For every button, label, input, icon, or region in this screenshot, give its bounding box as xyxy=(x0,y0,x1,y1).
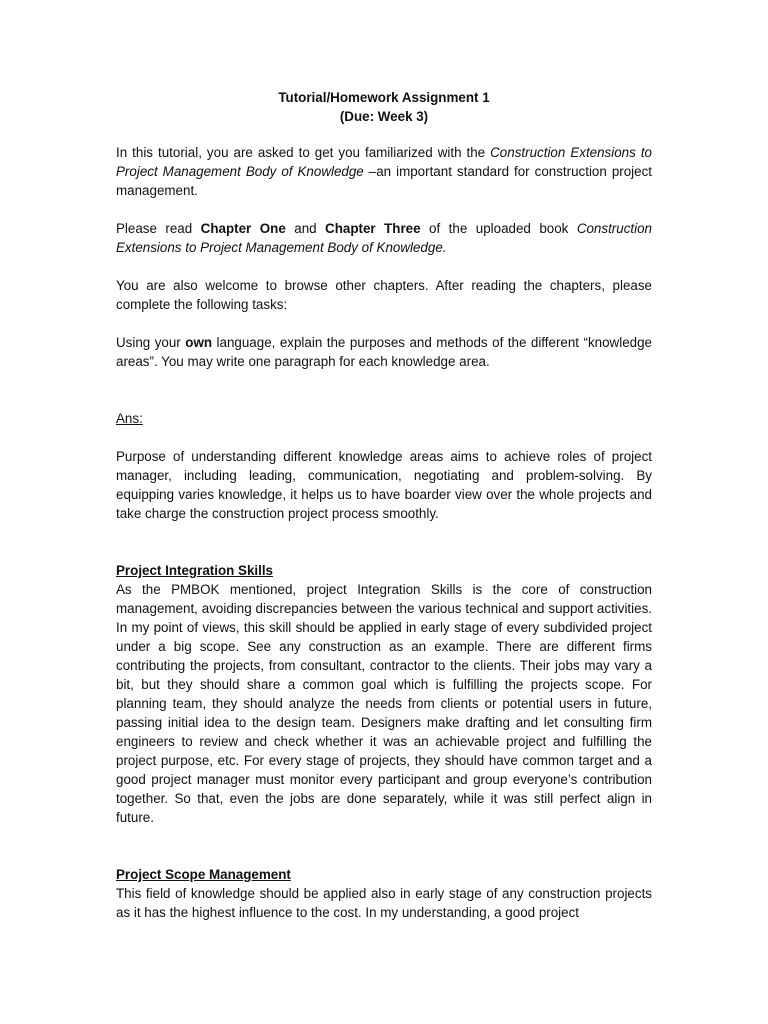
intro-p2-chapter-one: Chapter One xyxy=(200,221,286,236)
intro-paragraph-2 xyxy=(116,219,652,257)
document-page xyxy=(116,88,652,922)
title-block xyxy=(116,88,652,126)
intro-p4-text-a: Using your xyxy=(116,335,186,350)
intro-p2-text-c: of the uploaded book xyxy=(420,221,577,236)
intro-p2-text-b: and xyxy=(285,221,326,236)
section-body-scope: This field of knowledge should be applied also in early stage of any construction projects as it has the highest influence to the cost. In my understanding, a good project xyxy=(116,886,652,920)
intro-p1-text-b: –an important standard for construction project management. xyxy=(116,164,653,198)
intro-p2-chapter-three: Chapter Three xyxy=(325,221,421,236)
intro-paragraph-1 xyxy=(116,143,652,200)
intro-paragraph-3: You are also welcome to browse other chapters. After reading the chapters, please complete the following tasks: xyxy=(116,278,652,312)
intro-p2-book-title: Construction Extensions to Project Management Body of Knowledge. xyxy=(116,221,652,255)
intro-p2-text-a: Please read xyxy=(116,221,201,236)
due-date: (Due: Week 3) xyxy=(339,109,429,124)
assignment-title: Tutorial/Homework Assignment 1 xyxy=(278,90,490,105)
intro-paragraph-4 xyxy=(116,333,652,371)
answer-summary: Purpose of understanding different knowledge areas aims to achieve roles of project manager, including leading, communication, negotiating and problem-solving. By equipping varies knowledge, it helps us to have boarder view over the whole projects and take charge the construction project process smoothly. xyxy=(116,449,652,521)
section-heading-scope: Project Scope Management xyxy=(116,867,291,882)
section-body-integration: As the PMBOK mentioned, project Integration Skills is the core of construction management, avoiding discrepancies between the various technical and support activities. In my point of views, this skill should be applied in early stage of every subdivided project under a big scope. See any construction as an example. There are different firms contributing the projects, from consultant, contractor to the clients. Their jobs may vary a bit, but they should share a common goal which is fulfilling the projects scope. For planning team, they should analyze the needs from clients or potential users in future, passing initial idea to the design team. Designers make drafting and let consulting firm engineers to review and check whether it was an achievable project and fulfilling the project purpose, etc. For every stage of projects, they should have common target and a good project manager must monitor every participant and group everyone’s contribution together. So that, even the jobs are done separately, while it was still perfect align in future. xyxy=(116,582,652,825)
intro-p1-book-title: Construction Extensions to Project Management Body of Knowledge xyxy=(116,145,652,179)
intro-p4-own: own xyxy=(185,335,213,350)
answer-label: Ans: xyxy=(116,411,143,426)
intro-p4-text-b: language, explain the purposes and methods of the different “knowledge areas”. You may write one paragraph for each knowledge area. xyxy=(116,335,652,369)
intro-p1-text-a: In this tutorial, you are asked to get you familiarized with the xyxy=(116,145,491,160)
section-heading-integration: Project Integration Skills xyxy=(116,563,274,578)
